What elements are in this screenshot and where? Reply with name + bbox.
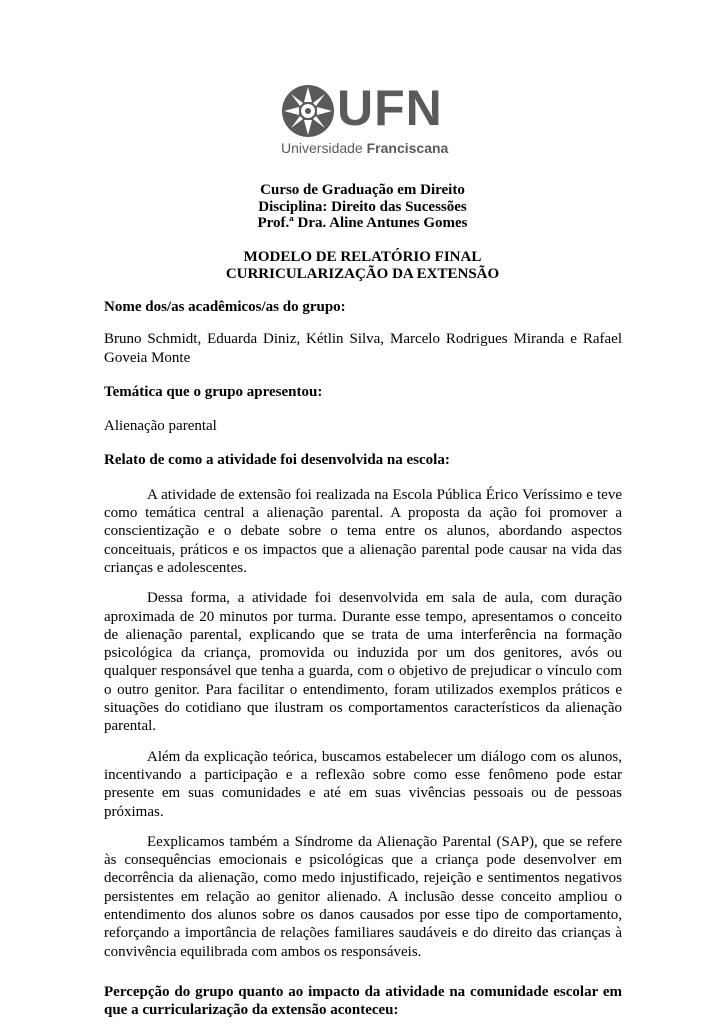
course-name: Curso de Graduação em Direito [260, 182, 465, 198]
title-line-2: CURRICULARIZAÇÃO DA EXTENSÃO [225, 265, 500, 282]
logo-name: UFN [337, 80, 443, 136]
logo-subtitle-light: Universidade [281, 140, 363, 156]
report-paragraph: Além da explicação teórica, buscamos estabelecer um diálogo com os alunos, incentivando a participação e a reflexão sobre como esse fenômeno pode estar presente em suas comunidades e até em suas vivências pessoais ou de pessoas próximas. [104, 748, 622, 820]
report-body [104, 298, 622, 1020]
document-title [0, 249, 725, 282]
discipline-name: Disciplina: Direito das Sucessões [258, 198, 467, 215]
professor-name: Prof.ª Dra. Aline Antunes Gomes [257, 215, 468, 231]
ufn-emblem-icon [281, 84, 335, 138]
ufn-logo [281, 80, 451, 158]
report-paragraph: A atividade de extensão foi realizada na Escola Pública Érico Veríssimo e teve como temática central a alienação parental. A proposta da ação foi promover a conscientização e o debate sobre o tema entre os alunos, abordando aspectos conceituais, práticos e os impactos que a alienação parental pode causar na vida das crianças e adolescentes. [104, 486, 622, 576]
report-paragraph: Eexplicamos também a Síndrome da Alienação Parental (SAP), que se refere às consequências emocionais e psicológicas que a criança pode desenvolver em decorrência da alienação, como medo injustificado, rejeição e sentimentos negativos persistentes em relação ao genitor alienado. A inclusão desse conceito ampliou o entendimento dos alunos sobre os danos causados por esse tipo de comportamento, reforçando a importância de relações familiares saudáveis e do direito das crianças à convivência equilibrada com ambos os responsáveis. [104, 833, 622, 960]
logo-subtitle-bold: Franciscana [366, 140, 449, 156]
report-label: Relato de como a atividade foi desenvolvida na escola: [104, 452, 450, 469]
theme-label: Temática que o grupo apresentou: [104, 383, 323, 400]
group-names: Bruno Schmidt, Eduarda Diniz, Kétlin Silva, Marcelo Rodrigues Miranda e Rafael Goveia Monte [104, 331, 622, 366]
logo-subtitle [281, 140, 449, 156]
title-line-1: MODELO DE RELATÓRIO FINAL [243, 249, 482, 265]
theme-value: Alienação parental [104, 418, 217, 435]
perception-label: Percepção do grupo quanto ao impacto da atividade na comunidade escolar em que a curricularização da extensão aconteceu: [104, 983, 622, 1019]
report-paragraph: Dessa forma, a atividade foi desenvolvida em sala de aula, com duração aproximada de 20 minutos por turma. Durante esse tempo, apresentamos o conceito de alienação parental, explicando que se trata de uma interferência na formação psicológica da criança, promovida ou induzida por um dos genitores, avós ou qualquer responsável que tenha a guarda, com o objetivo de prejudicar o vínculo com o outro genitor. Para facilitar o entendimento, foram utilizados exemplos práticos e situações do cotidiano que ilustram os comportamentos característicos da alienação parental. [104, 590, 622, 735]
course-header [0, 182, 725, 232]
group-label: Nome dos/as acadêmicos/as do grupo: [104, 299, 346, 315]
